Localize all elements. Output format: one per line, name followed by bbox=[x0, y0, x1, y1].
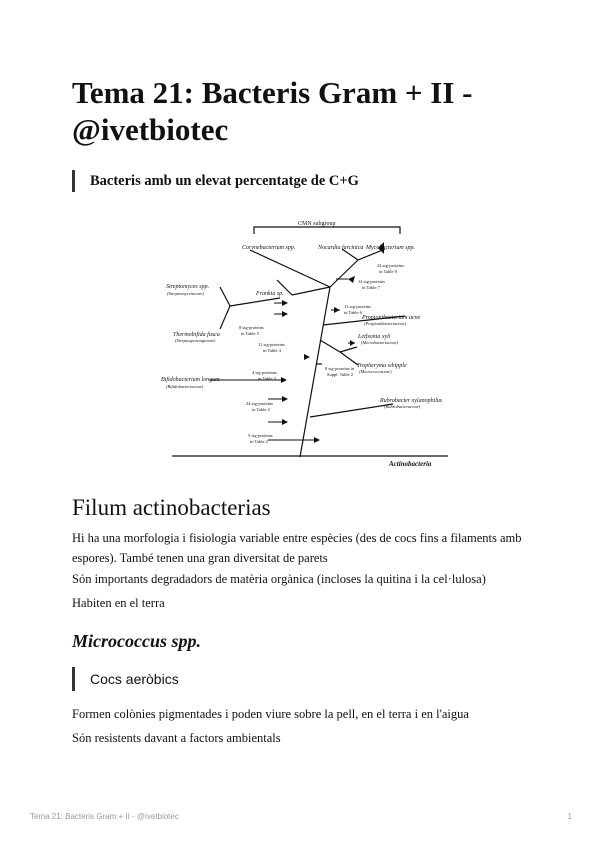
fig-taxon: (Streptomycetaceae) bbox=[167, 291, 204, 296]
fig-note: in Table 3 bbox=[258, 376, 276, 381]
fig-note: in Table 5 bbox=[241, 331, 259, 336]
fig-taxon: Rubrobacter xylanophilus bbox=[380, 398, 443, 404]
fig-taxon: (Microbacteriaceae) bbox=[361, 340, 399, 345]
fig-note: in Table 4 bbox=[263, 348, 281, 353]
paragraph: Formen colònies pigmentades i poden viure sobre la pell, en el terra i en l'aigua bbox=[72, 707, 469, 721]
paragraph: Hi ha una morfologia i fisiologia variable entre espècies (des de cocs fins a filaments amb espores). També tenen una gran diversitat de parets bbox=[72, 531, 522, 565]
callout-cocs-aerobics: Cocs aeròbics bbox=[72, 667, 179, 691]
fig-note: in Table 6 bbox=[344, 310, 362, 315]
fig-note: 4 sig-proteins bbox=[252, 370, 277, 375]
page-title: Tema 21: Bacteris Gram + II - @ivetbiotec bbox=[72, 75, 473, 147]
fig-note: 8 sig-proteins bbox=[239, 325, 264, 330]
fig-taxon: (Rubrobacteraceae) bbox=[384, 404, 421, 409]
fig-taxon: Mycobacterium spp. bbox=[366, 245, 415, 251]
fig-taxon: Nocardia farcinica bbox=[318, 245, 364, 251]
fig-note: 24 sig-proteins bbox=[377, 263, 404, 268]
fig-note: 14 sig-proteins bbox=[358, 279, 385, 284]
fig-group-label: CMN subgroup bbox=[298, 221, 336, 227]
paragraph: Habiten en el terra bbox=[72, 596, 165, 610]
fig-taxon: Leifsonia xyli bbox=[358, 334, 391, 340]
fig-note: in Table 2 bbox=[252, 407, 270, 412]
footer-title: Tema 21: Bacteris Gram + II - @ivetbiotec bbox=[30, 812, 179, 821]
fig-note: 5 sig-proteins bbox=[248, 433, 273, 438]
fig-taxon: Propionibacterium acne bbox=[362, 315, 421, 321]
fig-note: in Table 7 bbox=[362, 285, 380, 290]
fig-note: in Table 2 bbox=[250, 439, 268, 444]
paragraph: Són importants degradadors de matèria orgànica (incloses la quitina i la cel·lulosa) bbox=[72, 572, 486, 586]
fig-taxon: Bifidobacterium longum bbox=[161, 377, 220, 383]
fig-note: 8 sig-proteins in bbox=[325, 366, 355, 371]
callout-high-gc: Bacteris amb un elevat percentatge de C+G bbox=[72, 170, 359, 192]
fig-taxon: Streptomyces spp. bbox=[166, 284, 210, 290]
fig-taxon: Tropheryma whipple bbox=[357, 363, 407, 369]
fig-note: 13 sig-proteins bbox=[344, 304, 371, 309]
actinobacteria-phylogenetic-tree bbox=[161, 212, 462, 472]
page-number: 1 bbox=[567, 812, 572, 821]
fig-note: 24 sig-proteins bbox=[246, 401, 273, 406]
fig-taxon: (Bifidobacteriaceae) bbox=[166, 384, 204, 389]
fig-taxon: Thermobifida fusca bbox=[173, 332, 220, 338]
fig-taxon: Corynebacterium spp. bbox=[242, 245, 296, 251]
fig-taxon: (Propionibacteriaceae) bbox=[364, 321, 407, 326]
fig-taxon: Frankia sp. bbox=[256, 291, 284, 297]
fig-taxon: (Micrococcaceae) bbox=[359, 369, 392, 374]
fig-note: in Table 8 bbox=[379, 269, 397, 274]
fig-taxon: (Streptosporangineae) bbox=[175, 338, 216, 343]
fig-note: 11 sig-proteins bbox=[258, 342, 285, 347]
fig-note: Suppl. Table 2 bbox=[327, 372, 353, 377]
paragraph: Són resistents davant a factors ambientals bbox=[72, 731, 281, 745]
section-heading-actinobacterias: Filum actinobacterias bbox=[72, 495, 271, 520]
section-heading-micrococcus: Micrococcus spp. bbox=[72, 631, 201, 651]
fig-caption: Actinobacteria bbox=[389, 460, 432, 468]
